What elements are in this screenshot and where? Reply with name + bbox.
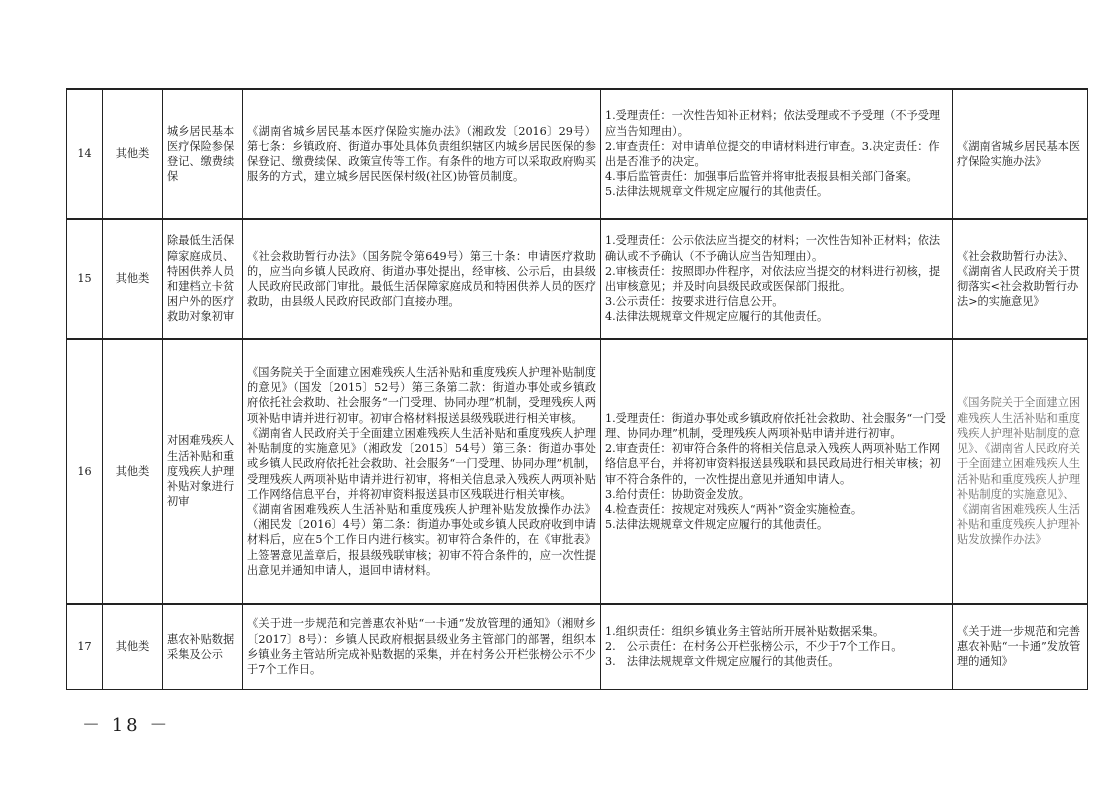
responsibility-item: 2.审核责任：按照即办件程序，对依法应当提交的材料进行初核，提出审核意见；并及时向县级民政或医保部门报批。 bbox=[605, 264, 941, 293]
legal-basis-paragraph: 《国务院关于全面建立困难残疾人生活补贴和重度残疾人护理补贴制度的意见》（国发〔2015〕52号）第三条第二款：街道办事处或乡镇政府依托社会救助、社会服务“一门受理、协同办理”机制，受理残疾人两项补贴申请并进行初审。初审合格材料报送县级残联进行相关审核。 bbox=[247, 366, 596, 425]
responsibility-item: 1.受理责任：公示依法应当提交的材料；一次性告知补正材料；依法确认或不予确认（不予确认应当告知理由）。 bbox=[605, 234, 941, 263]
item-name-cell: 惠农补贴数据采集及公示 bbox=[163, 604, 243, 689]
table-row bbox=[67, 604, 1088, 689]
responsibility-item: 4.法律法规规章文件规定应履行的其他责任。 bbox=[605, 310, 829, 324]
reference-cell: 《社会救助暂行办法》、《湖南省人民政府关于贯彻落实<社会救助暂行办法>的实施意见》 bbox=[953, 219, 1088, 339]
legal-basis-paragraph: 《社会救助暂行办法》（国务院令第649号）第三十条：申请医疗救助的，应当向乡镇人民政府、街道办事处提出，经审核、公示后，由县级人民政府民政部门审批。最低生活保障家庭成员和特困供养人员的医疗救助，由县级人民政府民政部门直接办理。 bbox=[247, 249, 596, 309]
responsibility-cell bbox=[601, 89, 953, 219]
page-number: － 18 － bbox=[82, 715, 171, 736]
responsibility-item: 1.受理责任：街道办事处或乡镇政府依托社会救助、社会服务“一门受理、协同办理”机制，受理残疾人两项补贴申请并进行初审。 bbox=[605, 411, 946, 440]
responsibility-item: 5.法律法规规章文件规定应履行的其他责任。 bbox=[605, 185, 829, 199]
legal-basis-cell bbox=[243, 89, 601, 219]
legal-basis-paragraph: 《湖南省困难残疾人生活补贴和重度残疾人护理补贴发放操作办法》（湘民发〔2016〕4号）第二条：街道办事处或乡镇人民政府收到申请材料后，应在5个工作日内进行核实。初审符合条件的，在《审批表》上签署意见盖章后，报县级残联审核；初审不符合条件的，应一次性提出意见并通知申请人，退回申请材料。 bbox=[247, 502, 596, 577]
responsibility-item: 4.检查责任：按规定对残疾人“两补”资金实施检查。 bbox=[605, 502, 863, 516]
item-name-cell: 对困难残疾人生活补贴和重度残疾人护理补贴对象进行初审 bbox=[163, 339, 243, 604]
table-body bbox=[67, 89, 1088, 689]
table-row bbox=[67, 219, 1088, 339]
reference-cell: 《关于进一步规范和完善惠农补贴“一卡通”发放管理的通知》 bbox=[953, 604, 1088, 689]
legal-basis-cell bbox=[243, 339, 601, 604]
legal-basis-paragraph: 《关于进一步规范和完善惠农补贴“一卡通”发放管理的通知》（湘财乡〔2017〕8号）：乡镇人民政府根据县级业务主管部门的部署，组织本乡镇业务主管站所完成补贴数据的采集，并在村务公开栏张榜公示不少于7个工作日。 bbox=[247, 617, 596, 676]
responsibility-item: 4.事后监管责任：加强事后监管并将审批表报县相关部门备案。 bbox=[605, 170, 918, 184]
row-number-cell: 16 bbox=[67, 339, 103, 604]
responsibility-item: 2.审查责任：初审符合条件的将相关信息录入残疾人两项补贴工作网络信息平台，并将初审资料报送县残联和县民政局进行相关审核；初审不符合条件的，一次性提出意见并通知申请人。 bbox=[605, 442, 941, 486]
responsibility-item: 1.受理责任：一次性告知补正材料；依法受理或不予受理（不予受理应当告知理由）。 bbox=[605, 109, 941, 138]
legal-basis-paragraph: 《湖南省人民政府关于全面建立困难残疾人生活补贴和重度残疾人护理补贴制度的实施意见》（湘政发〔2015〕54号）第三条：街道办事处或乡镇人民政府依托社会救助、社会服务“一门受理、协同办理”机制，受理残疾人两项补贴申请并进行初审，将相关信息录入残疾人两项补贴工作网络信息平台，并将初审资料报送县市区残联进行相关审核。 bbox=[247, 426, 596, 501]
category-cell: 其他类 bbox=[103, 604, 163, 689]
responsibility-cell bbox=[601, 604, 953, 689]
table-row bbox=[67, 89, 1088, 219]
responsibility-table bbox=[66, 88, 1088, 690]
row-number-cell: 14 bbox=[67, 89, 103, 219]
category-cell: 其他类 bbox=[103, 89, 163, 219]
legal-basis-cell bbox=[243, 219, 601, 339]
item-name-cell: 城乡居民基本医疗保险参保登记、缴费续保 bbox=[163, 89, 243, 219]
table-row bbox=[67, 339, 1088, 604]
responsibility-cell bbox=[601, 339, 953, 604]
responsibility-item: 5.法律法规规章文件规定应履行的其他责任。 bbox=[605, 518, 829, 532]
reference-cell: 《国务院关于全面建立困难残疾人生活补贴和重度残疾人护理补贴制度的意见》、《湖南省人民政府关于全面建立困难残疾人生活补贴和重度残疾人护理补贴制度的实施意见》、《湖南省困难残疾人生活补贴和重度残疾人护理补贴发放操作办法》 bbox=[953, 339, 1088, 604]
row-number-cell: 15 bbox=[67, 219, 103, 339]
legal-basis-cell bbox=[243, 604, 601, 689]
responsibility-item: 2.审查责任：对申请单位提交的申请材料进行审查。3.决定责任：作出是否准予的决定。 bbox=[605, 139, 940, 168]
responsibility-item: 3.给付责任：协助资金发放。 bbox=[605, 487, 750, 501]
reference-cell: 《湖南省城乡居民基本医疗保险实施办法》 bbox=[953, 89, 1088, 219]
row-number-cell: 17 bbox=[67, 604, 103, 689]
responsibility-item: 2. 公示责任：在村务公开栏张榜公示，不少于7个工作日。 bbox=[605, 640, 903, 654]
responsibility-cell bbox=[601, 219, 953, 339]
responsibility-item: 1.组织责任：组织乡镇业务主管站所开展补贴数据采集。 bbox=[605, 624, 885, 638]
category-cell: 其他类 bbox=[103, 219, 163, 339]
responsibility-item: 3. 法律法规规章文件规定应履行的其他责任。 bbox=[605, 655, 840, 669]
responsibility-item: 3.公示责任：按要求进行信息公开。 bbox=[605, 295, 784, 309]
item-name-cell: 除最低生活保障家庭成员、特困供养人员和建档立卡贫困户外的医疗救助对象初审 bbox=[163, 219, 243, 339]
category-cell: 其他类 bbox=[103, 339, 163, 604]
legal-basis-paragraph: 《湖南省城乡居民基本医疗保险实施办法》（湘政发〔2016〕29号）第七条：乡镇政府、街道办事处具体负责组织辖区内城乡居民医保的参保登记、缴费续保、政策宣传等工作。有条件的地方可以采取政府购买服务的方式，建立城乡居民医保村级(社区)协管员制度。 bbox=[247, 124, 596, 184]
